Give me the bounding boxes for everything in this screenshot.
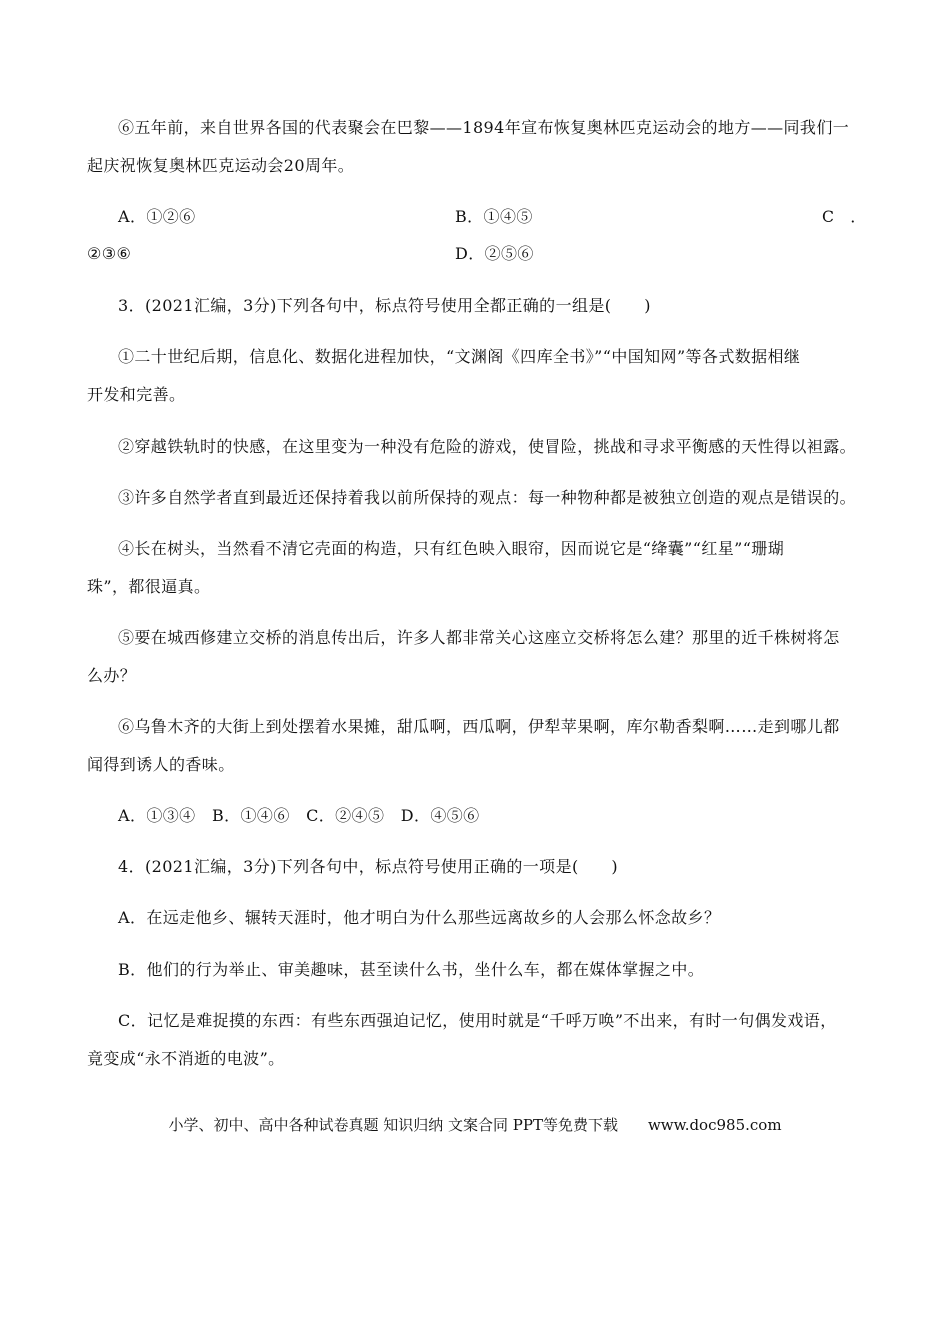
prev-question-option-a: A．①②⑥ [118, 207, 196, 226]
question-3-item-5-line-2: 么办？ [87, 666, 137, 685]
question-3-stem: 3．(2021汇编，3分)下列各句中，标点符号使用全都正确的一组是( ) [118, 296, 651, 315]
question-3-item-5-line-1: ⑤要在城西修建立交桥的消息传出后，许多人都非常关心这座立交桥将怎么建？那里的近千株树将怎 [118, 628, 840, 647]
prev-question-option-b: B．①④⑤ [455, 207, 533, 226]
question-3-item-1-line-2: 开发和完善。 [87, 385, 186, 404]
prev-question-option-d: D．②⑤⑥ [455, 244, 534, 263]
question-4-stem: 4．(2021汇编，3分)下列各句中，标点符号使用正确的一项是( ) [118, 857, 619, 876]
question-3-item-6-line-2: 闻得到诱人的香味。 [87, 755, 235, 774]
question-4-option-c-line-1: C．记忆是难捉摸的东西：有些东西强迫记忆，使用时就是“千呼万唤”不出来，有时一句偶发戏语， [118, 1011, 837, 1030]
question-3-item-1-line-1: ①二十世纪后期，信息化、数据化进程加快，“文渊阁《四库全书》”“中国知网”等各式数据相继 [118, 347, 801, 366]
question-4-option-c-line-2: 竟变成“永不消逝的电波”。 [87, 1049, 285, 1068]
question-3-item-2: ②穿越铁轨时的快感，在这里变为一种没有危险的游戏，使冒险，挑战和寻求平衡感的天性得以袒露。 [118, 437, 857, 456]
question-3-options: A．①③④ B．①④⑥ C．②④⑤ D．④⑤⑥ [118, 806, 480, 825]
page-footer: 小学、初中、高中各种试卷真题 知识归纳 文案合同 PPT等免费下载 www.doc985.com [168, 1116, 782, 1134]
question-3-item-6-line-1: ⑥乌鲁木齐的大街上到处摆着水果摊，甜瓜啊，西瓜啊，伊犁苹果啊，库尔勒香梨啊……走到哪儿都 [118, 717, 840, 736]
question-3-item-4-line-2: 珠”，都很逼真。 [87, 577, 211, 596]
prev-question-option-c-label: C ． [822, 207, 867, 226]
prev-question-item-6-line-1: ⑥五年前，来自世界各国的代表聚会在巴黎——1894年宣布恢复奥林匹克运动会的地方——同我们一 [118, 118, 850, 137]
prev-question-item-6-line-2: 起庆祝恢复奥林匹克运动会20周年。 [87, 156, 355, 175]
question-3-item-4-line-1: ④长在树头，当然看不清它壳面的构造，只有红色映入眼帘，因而说它是“绛囊”“红星”“珊瑚 [118, 539, 785, 558]
question-4-option-b: B．他们的行为举止、审美趣味，甚至读什么书，坐什么车，都在媒体掌握之中。 [118, 960, 705, 979]
prev-question-option-c-value: ②③⑥ [87, 244, 132, 263]
question-4-option-a: A．在远走他乡、辗转天涯时，他才明白为什么那些远离故乡的人会那么怀念故乡？ [118, 908, 721, 927]
question-3-item-3: ③许多自然学者直到最近还保持着我以前所保持的观点：每一种物种都是被独立创造的观点是错误的。 [118, 488, 857, 507]
